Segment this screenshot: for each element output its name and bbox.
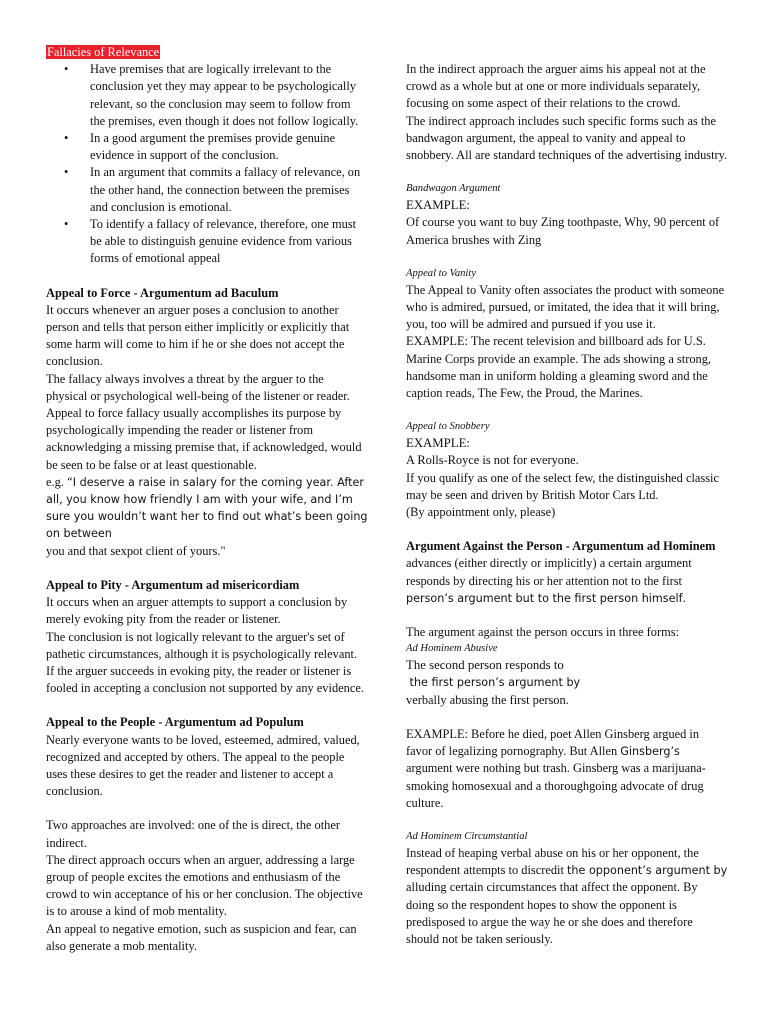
example-prefix: e.g. xyxy=(46,474,67,489)
bullet-item: • Have premises that are logically irrelevant to the conclusion yet they may appear to be psychologically relevant, so the conclusion may seem to follow from the premises, even though it does not follow logically. xyxy=(90,61,368,130)
hominem-text-tail: person’s argument but to the first person himself xyxy=(406,591,683,605)
hominem-text: advances (either directly or implicitly) a certain argument responds by directing his or her attention not to the first xyxy=(406,556,692,588)
hominem-forms: The argument against the person occurs in three forms: xyxy=(406,625,679,640)
abusive-example-a: EXAMPLE: Before he died, poet Allen Ginsberg argued in favor of legalizing pornography. But Allen xyxy=(406,726,700,759)
bullet-list xyxy=(46,61,368,267)
force-heading: Appeal to Force - Argumentum ad Baculum xyxy=(46,285,279,300)
example-quote: “I deserve a raise in salary for the coming year. After all, you know how friendly I am with your wife, and I’m sure you wouldn’t want her to find out what’s been going on between xyxy=(46,475,368,541)
pity-paragraph: The conclusion is not logically relevant to the arguer's set of pathetic circumstances, although it is psychologically relevant. xyxy=(46,629,358,661)
force-paragraph: The fallacy always involves a threat by the arguer to the physical or psychological well-being of the listener or reader. xyxy=(46,371,350,403)
circumstantial-c: alluding certain circumstances that affect the opponent. By doing so the respondent hopes to show the opponent is predisposed to argue the way he or she does and therefore should not be taken seriously. xyxy=(406,880,698,946)
indirect-paragraph: In the indirect approach the arguer aims his appeal not at the crowd as a whole but at one or more individuals separately, focusing on some aspect of their relations to the crowd. xyxy=(406,62,706,111)
circumstantial-a: Instead of heaping verbal abuse on his or her opponent, the respondent attempts to discredit xyxy=(406,845,699,878)
snobbery-subheading: Appeal to Snobbery xyxy=(406,421,490,433)
bullet-item: • In a good argument the premises provide genuine evidence in support of the conclusion. xyxy=(90,130,368,164)
hominem-paragraph xyxy=(406,555,728,607)
snobbery-line: If you qualify as one of the select few, the distinguished classic may be seen and driven by British Motor Cars Ltd. xyxy=(406,470,720,502)
circumstantial-b: the opponent’s argument by xyxy=(567,864,728,878)
section-title-highlight: Fallacies of Relevance xyxy=(47,45,160,59)
bullet-item: • In an argument that commits a fallacy of relevance, on the other hand, the connection between the premises and conclusion is emotional. xyxy=(90,164,368,216)
pity-paragraph: If the arguer succeeds in evoking pity, the reader or listener is fooled in accepting a conclusion not supported by any evidence. xyxy=(46,663,364,696)
circumstantial-text xyxy=(406,845,728,948)
abusive-example xyxy=(406,726,728,812)
snobbery-example-label: EXAMPLE: xyxy=(406,436,470,451)
snobbery-line: A Rolls-Royce is not for everyone. xyxy=(406,453,579,468)
example-end: you and that sexpot client of yours." xyxy=(46,543,226,558)
snobbery-line: (By appointment only, please) xyxy=(406,505,556,520)
pity-heading: Appeal to Pity - Argumentum ad misericordiam xyxy=(46,577,300,592)
left-column xyxy=(46,44,368,955)
abusive-line: verbally abusing the first person. xyxy=(406,692,569,707)
people-paragraph: Nearly everyone wants to be loved, esteemed, admired, valued, recognized and accepted by others. The appeal to the people uses these desires to get the reader and listener to accept a conclusion. xyxy=(46,732,360,799)
force-example xyxy=(46,474,368,560)
people-paragraph: An appeal to negative emotion, such as suspicion and fear, can also generate a mob mentality. xyxy=(46,921,357,953)
vanity-text: The Appeal to Vanity often associates the product with someone who is admired, pursued, or imitated, the idea that it will bring, you, too will be admired and pursued if you use it. xyxy=(406,282,725,332)
pity-paragraph: It occurs when an arguer attempts to support a conclusion by merely evoking pity from the reader or listener. xyxy=(46,595,348,627)
indirect-paragraph: The indirect approach includes such specific forms such as the bandwagon argument, the appeal to vanity and appeal to snobbery. All are standard techniques of the advertising industry. xyxy=(406,113,728,163)
section-title xyxy=(46,44,368,61)
people-paragraph: Two approaches are involved: one of the is direct, the other indirect. xyxy=(46,818,340,850)
vanity-subheading: Appeal to Vanity xyxy=(406,267,477,279)
force-paragraph: Appeal to force fallacy usually accomplishes its purpose by psychologically impending the reader or listener from acknowledging a missing premise that, if acknowledged, would be seen to be false or at least questionable. xyxy=(46,406,362,472)
people-heading: Appeal to the People - Argumentum ad Populum xyxy=(46,715,304,730)
bandwagon-text: Of course you want to buy Zing toothpaste, Why, 90 percent of America brushes with Zing xyxy=(406,215,720,247)
abusive-subheading: Ad Hominem Abusive xyxy=(406,643,498,655)
vanity-example: EXAMPLE: The recent television and billboard ads for U.S. Marine Corps provide an example. The ads showing a strong, handsome man in uniform holding a gleaming sword and the caption reads, The Few, the Proud, the Marines. xyxy=(406,334,711,401)
hominem-period: . xyxy=(682,590,686,605)
people-paragraph: The direct approach occurs when an arguer, addressing a large group of people excites the emotions and enthusiasm of the crowd to win acceptance of his or her conclusion. The objective is to arouse a kind of mob mentality. xyxy=(46,852,363,919)
bullet-item: • To identify a fallacy of relevance, therefore, one must be able to distinguish genuine evidence from various forms of emotional appeal xyxy=(90,216,368,268)
force-paragraph: It occurs whenever an arguer poses a conclusion to another person and tells that person either implicitly or explicitly that some harm will come to him if he or she does not accept the conclusion. xyxy=(46,302,350,369)
right-column xyxy=(406,61,728,948)
circumstantial-subheading: Ad Hominem Circumstantial xyxy=(406,830,528,842)
hominem-heading: Argument Against the Person - Argumentum ad Hominem xyxy=(406,539,716,554)
abusive-example-c: argument were nothing but trash. Ginsberg was a marijuana-smoking homosexual and a thoroughgoing advocate of drug culture. xyxy=(406,761,706,810)
abusive-line: The second person responds to xyxy=(406,658,564,673)
abusive-example-b: Ginsberg’s xyxy=(620,745,680,759)
bandwagon-example-label: EXAMPLE: xyxy=(406,198,470,213)
bandwagon-subheading: Bandwagon Argument xyxy=(406,183,501,195)
abusive-line: the first person’s argument by xyxy=(406,676,581,690)
